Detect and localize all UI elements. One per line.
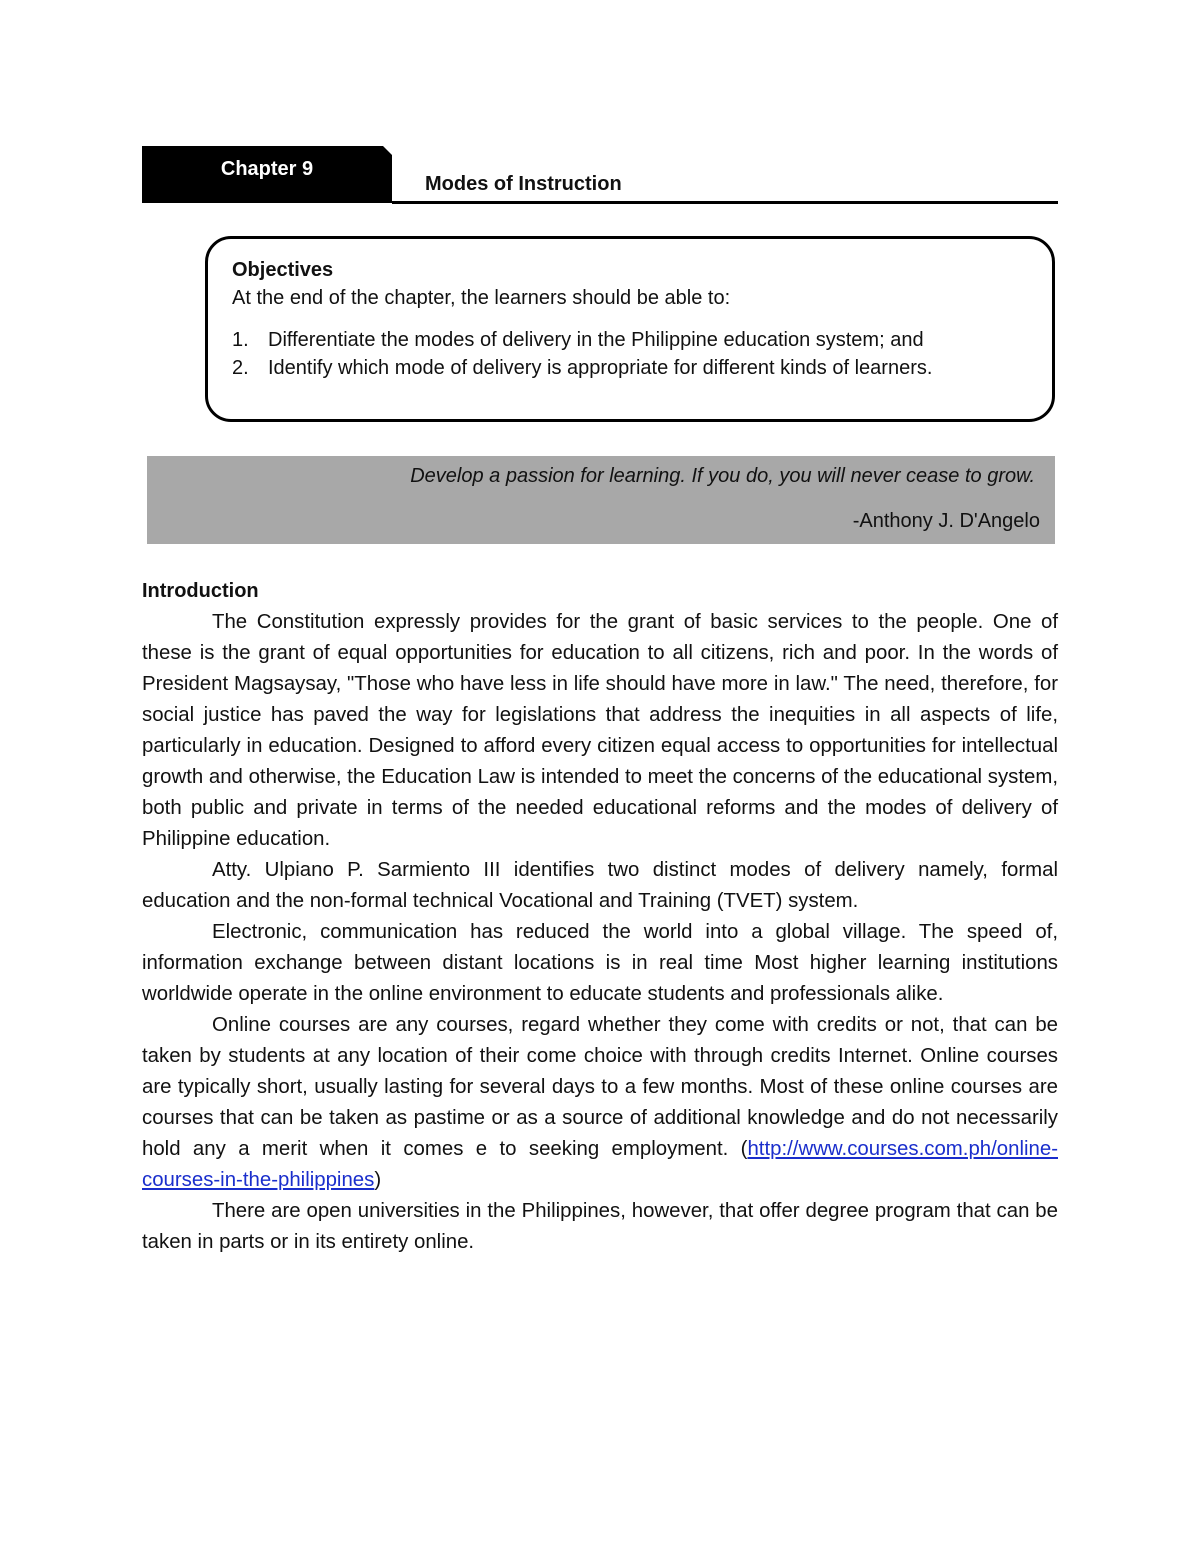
source-link[interactable]: http://www.courses.com.ph/online-courses-in-the-philippines xyxy=(142,1138,1058,1191)
chapter-title: Modes of Instruction xyxy=(425,173,622,195)
chapter-rule xyxy=(392,201,1058,204)
quote-text: Develop a passion for learning. If you do, you will never cease to grow. xyxy=(410,465,1035,487)
introduction-heading: Introduction xyxy=(142,580,259,602)
chapter-tab xyxy=(142,146,392,203)
objectives-box xyxy=(205,236,1055,422)
paragraph: There are open universities in the Philippines, however, that offer degree program that can be taken in parts or in its entirety online. xyxy=(142,1200,1058,1253)
list-item xyxy=(232,329,1052,352)
paragraph: Electronic, communication has reduced the world into a global village. The speed of, information exchange between distant locations is in real time Most higher learning institutions worldwide operate in the online environment to educate students and professionals alike. xyxy=(142,921,1058,1005)
objectives-list xyxy=(232,329,1052,380)
paragraph: The Constitution expressly provides for the grant of basic services to the people. One of these is the grant of equal opportunities for education to all citizens, rich and poor. In the words of President Magsaysay, "Those who have less in life should have more in law." The need, therefore, for social justice has paved the way for legislations that address the inequities in all aspects of life, particularly in education. Designed to afford every citizen equal access to opportunities for intellectual growth and otherwise, the Education Law is intended to meet the concerns of the educational system, both public and private in terms of the needed educational reforms and the modes of delivery of Philippine education. xyxy=(142,611,1058,850)
list-number: 1. xyxy=(232,329,249,351)
paragraph: Atty. Ulpiano P. Sarmiento III identifies two distinct modes of delivery namely, formal education and the non-formal technical Vocational and Training (TVET) system. xyxy=(142,859,1058,912)
paragraph-online-courses xyxy=(142,1010,1058,1196)
list-text: Identify which mode of delivery is appropriate for different kinds of learners. xyxy=(268,357,933,379)
paragraph-close: ) xyxy=(374,1169,382,1191)
objectives-intro: At the end of the chapter, the learners should be able to: xyxy=(232,287,731,309)
quote-box xyxy=(147,456,1055,544)
chapter-label: Chapter 9 xyxy=(220,158,314,180)
quote-author: -Anthony J. D'Angelo xyxy=(852,510,1040,532)
list-item xyxy=(232,357,1052,380)
list-text: Differentiate the modes of delivery in the Philippine education system; and xyxy=(268,329,924,351)
paragraph-text: Online courses are any courses, regard whether they come with credits or not, that can be taken by students at any location of their come choice with through credits Internet. Online courses are typically short, usually lasting for several days to a few months. Most of these online courses are courses that can be taken as pastime or as a source of additional knowledge and do not necessarily hold any a merit when it comes e to seeking employment. ( xyxy=(142,1014,1058,1160)
list-number: 2. xyxy=(232,357,249,379)
objectives-heading: Objectives xyxy=(232,259,334,281)
introduction-body xyxy=(142,607,1058,1258)
